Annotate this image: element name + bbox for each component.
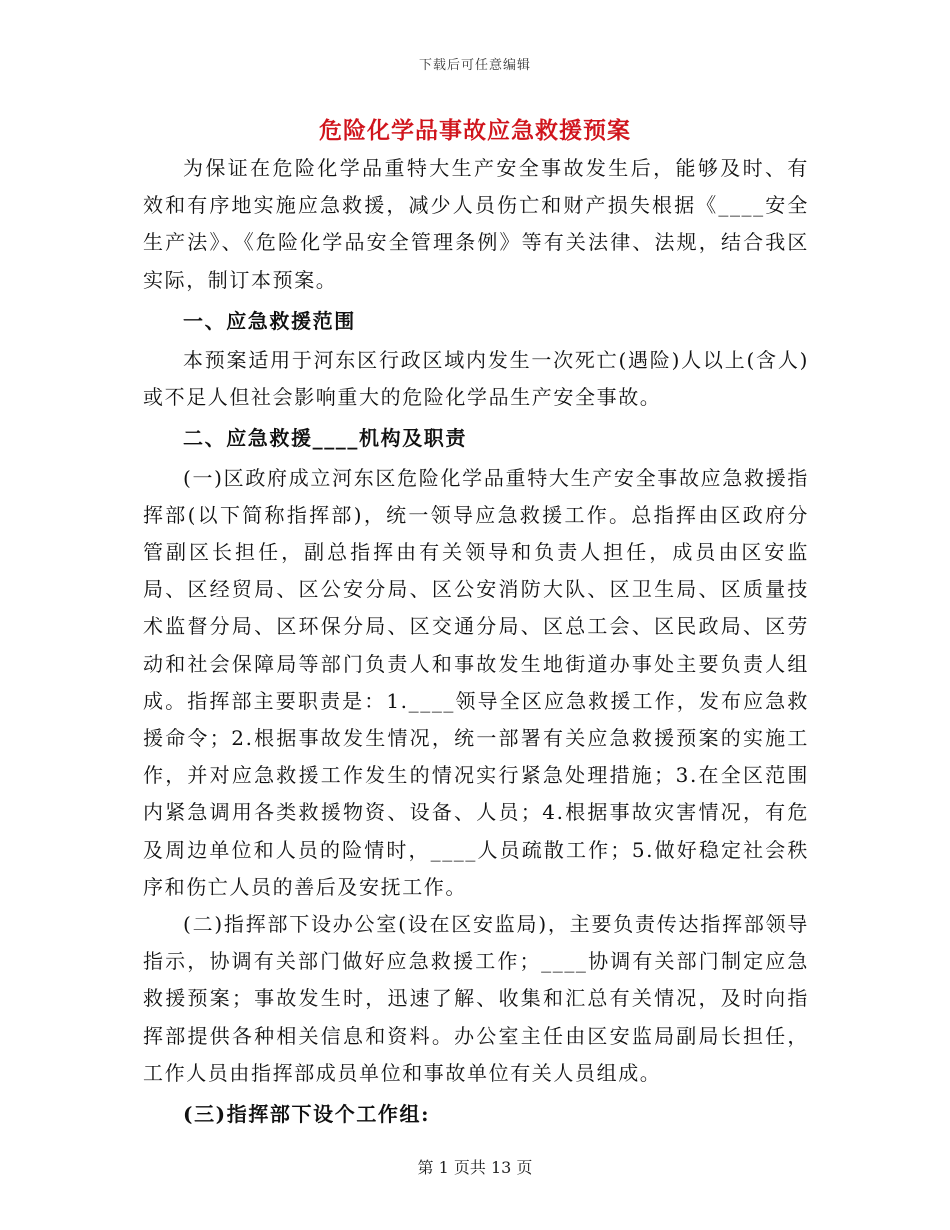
header-note: 下载后可任意编辑 — [418, 58, 531, 73]
working-groups-heading: (三)指挥部下设个工作组: — [183, 1102, 431, 1127]
section-heading-organization: 二、应急救援____机构及职责 — [183, 426, 467, 451]
office-paragraph: (二)指挥部下设办公室(设在区安监局)，主要负责传达指挥部领导指示，协调有关部门做好应急救援工作；____协调有关部门制定应急救援预案；事故发生时，迅速了解、收集和汇总有关情况，及时向指挥部提供各种相关信息和资料。办公室主任由区安监局副局长担任，工作人员由指挥部成员单位和事故单位有关人员组成。 — [143, 912, 809, 1085]
document-body — [143, 150, 809, 1135]
document-title: 危险化学品事故应急救援预案 — [319, 117, 631, 144]
scope-paragraph: 本预案适用于河东区行政区域内发生一次死亡(遇险)人以上(含人)或不足人但社会影响重大的危险化学品生产安全事故。 — [143, 348, 809, 410]
page-number: 第 1 页共 13 页 — [417, 1158, 533, 1177]
intro-paragraph: 为保证在危险化学品重特大生产安全事故发生后，能够及时、有效和有序地实施应急救援，减少人员伤亡和财产损失根据《____安全生产法》、《危险化学品安全管理条例》等有关法律、法规，结合我区实际，制订本预案。 — [143, 156, 809, 292]
command-paragraph: (一)区政府成立河东区危险化学品重特大生产安全事故应急救援指挥部(以下简称指挥部)，统一领导应急救援工作。总指挥由区政府分管副区长担任，副总指挥由有关领导和负责人担任，成员由区安监局、区经贸局、区公安分局、区公安消防大队、区卫生局、区质量技术监督分局、区环保分局、区交通分局、区总工会、区民政局、区劳动和社会保障局等部门负责人和事故发生地街道办事处主要负责人组成。指挥部主要职责是：1.____领导全区应急救援工作，发布应急救援命令；2.根据事故发生情况，统一部署有关应急救援预案的实施工作，并对应急救援工作发生的情况实行紧急处理措施；3.在全区范围内紧急调用各类救援物资、设备、人员；4.根据事故灾害情况，有危及周边单位和人员的险情时，____人员疏散工作；5.做好稳定社会秩序和伤亡人员的善后及安抚工作。 — [143, 465, 809, 899]
section-heading-scope: 一、应急救援范围 — [183, 308, 356, 333]
